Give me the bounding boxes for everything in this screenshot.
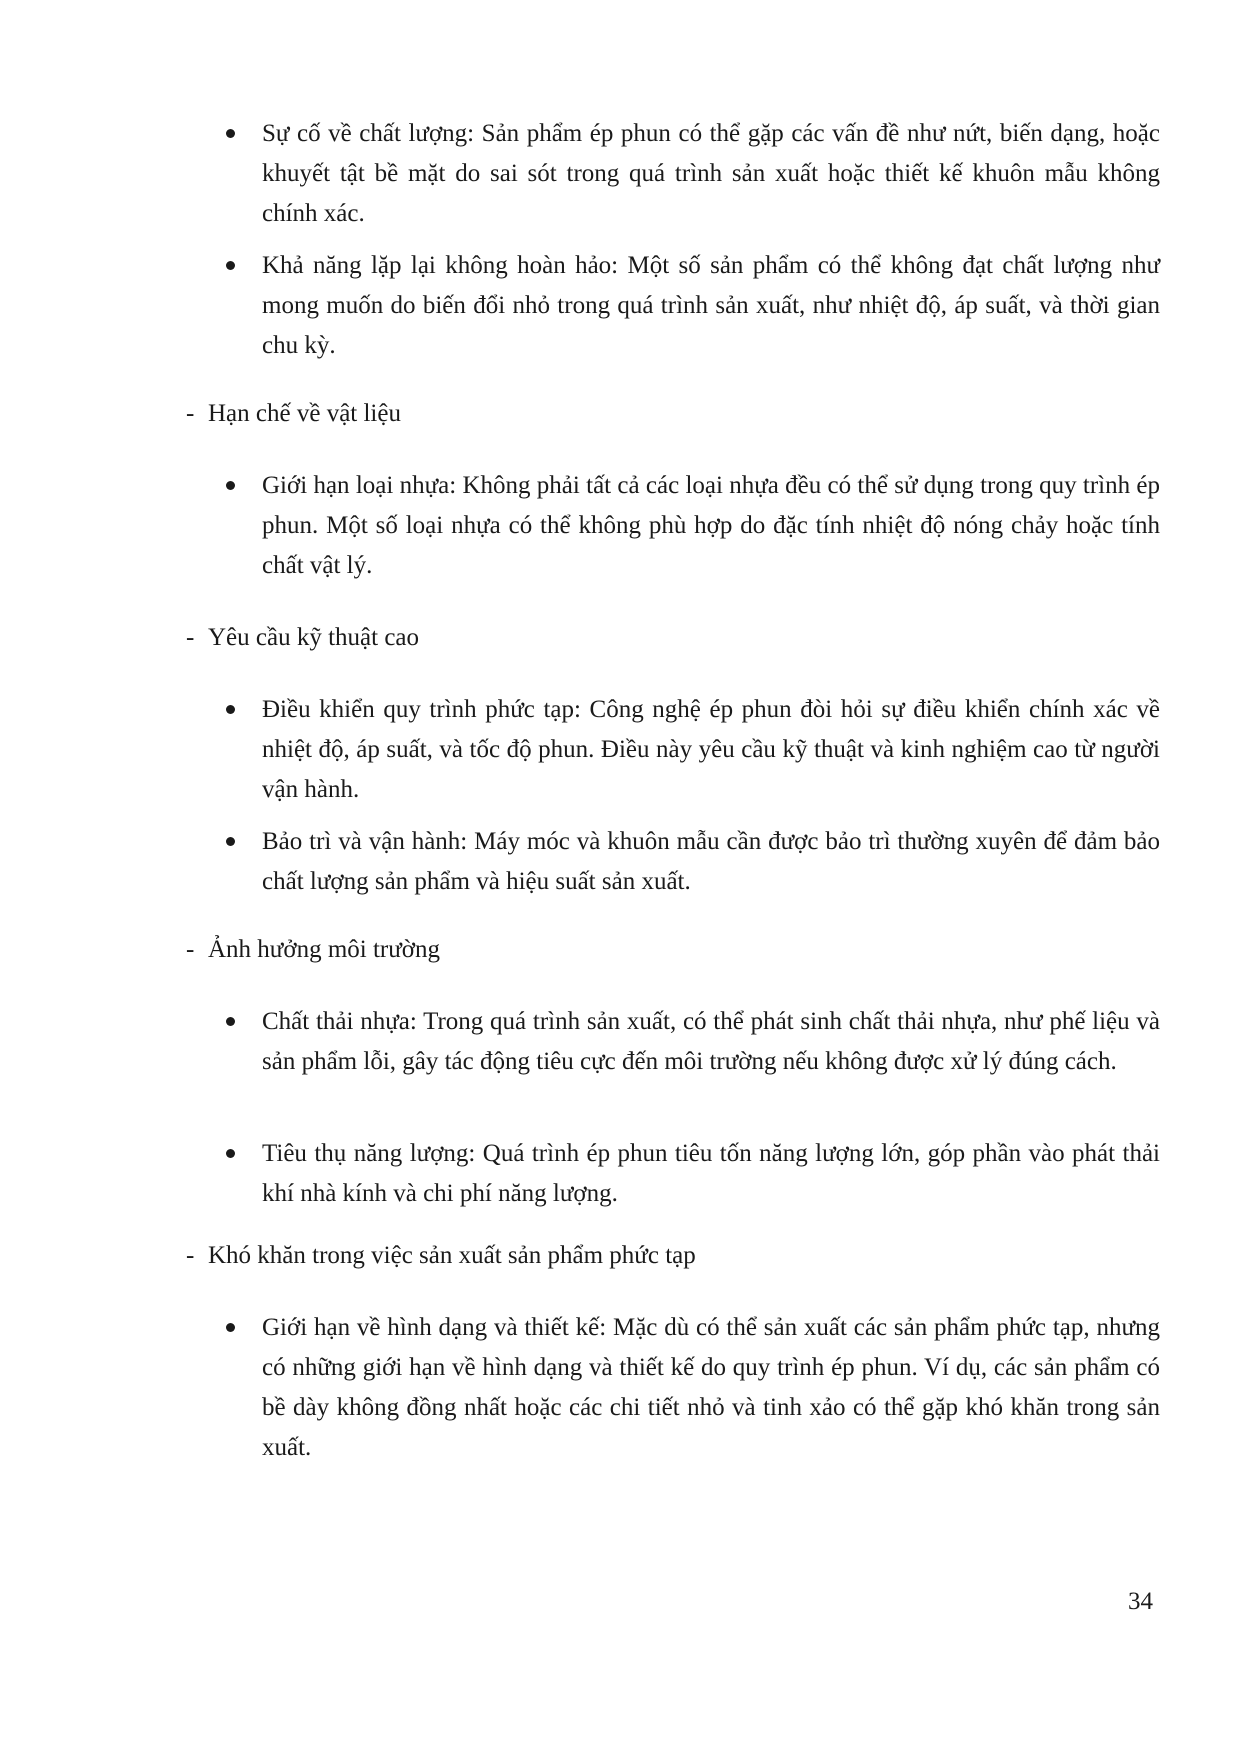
heading-text: Ảnh hưởng môi trường <box>208 936 441 963</box>
dash-marker: - <box>186 1242 195 1269</box>
section-heading-complex <box>186 1236 696 1276</box>
bullet-icon <box>226 1149 235 1158</box>
dash-marker: - <box>186 400 195 427</box>
bullet-process-control <box>262 690 1160 810</box>
bullet-text: Điều khiển quy trình phức tạp: Công nghệ ép phun đòi hỏi sự điều khiển chính xác về nhiệt độ, áp suất, và tốc độ phun. Điều này yêu cầu kỹ thuật và kinh nghiệm cao từ người vận hành. <box>262 696 1160 803</box>
bullet-text: Giới hạn loại nhựa: Không phải tất cả các loại nhựa đều có thể sử dụng trong quy trình ép phun. Một số loại nhựa có thể không phù hợp do đặc tính nhiệt độ nóng chảy hoặc tính chất vật lý. <box>262 472 1160 579</box>
bullet-icon <box>226 1017 235 1026</box>
bullet-repeatability <box>262 246 1160 366</box>
bullet-shape-design <box>262 1308 1160 1468</box>
bullet-icon <box>226 1323 235 1332</box>
heading-text: Khó khăn trong việc sản xuất sản phẩm phức tạp <box>208 1242 696 1269</box>
bullet-icon <box>226 837 235 846</box>
bullet-text: Giới hạn về hình dạng và thiết kế: Mặc dù có thể sản xuất các sản phẩm phức tạp, nhưng có những giới hạn về hình dạng và thiết kế do quy trình ép phun. Ví dụ, các sản phẩm có bề dày không đồng nhất hoặc các chi tiết nhỏ và tinh xảo có thể gặp khó khăn trong sản xuất. <box>262 1314 1160 1461</box>
bullet-quality-issues <box>262 114 1160 234</box>
bullet-text: Sự cố về chất lượng: Sản phẩm ép phun có thể gặp các vấn đề như nứt, biến dạng, hoặc khuyết tật bề mặt do sai sót trong quá trình sản xuất hoặc thiết kế khuôn mẫu không chính xác. <box>262 120 1160 227</box>
bullet-icon <box>226 129 235 138</box>
bullet-icon <box>226 261 235 270</box>
bullet-maintenance <box>262 822 1160 902</box>
section-heading-technical <box>186 618 419 658</box>
bullet-energy-consumption <box>262 1134 1160 1214</box>
heading-text: Yêu cầu kỹ thuật cao <box>208 624 420 651</box>
dash-marker: - <box>186 624 195 651</box>
section-heading-environment <box>186 930 440 970</box>
bullet-text: Tiêu thụ năng lượng: Quá trình ép phun tiêu tốn năng lượng lớn, góp phần vào phát thải khí nhà kính và chi phí năng lượng. <box>262 1140 1160 1207</box>
bullet-icon <box>226 705 235 714</box>
page-number: 34 <box>1128 1588 1153 1615</box>
bullet-text: Bảo trì và vận hành: Máy móc và khuôn mẫu cần được bảo trì thường xuyên để đảm bảo chất lượng sản phẩm và hiệu suất sản xuất. <box>262 828 1160 895</box>
dash-marker: - <box>186 936 195 963</box>
heading-text: Hạn chế về vật liệu <box>208 400 401 427</box>
bullet-plastic-types <box>262 466 1160 586</box>
bullet-text: Khả năng lặp lại không hoàn hảo: Một số sản phẩm có thể không đạt chất lượng như mong muốn do biến đổi nhỏ trong quá trình sản xuất, như nhiệt độ, áp suất, và thời gian chu kỳ. <box>262 252 1160 359</box>
bullet-icon <box>226 481 235 490</box>
bullet-plastic-waste <box>262 1002 1160 1082</box>
bullet-text: Chất thải nhựa: Trong quá trình sản xuất, có thể phát sinh chất thải nhựa, như phế liệu và sản phẩm lỗi, gây tác động tiêu cực đến môi trường nếu không được xử lý đúng cách. <box>262 1008 1160 1075</box>
section-heading-material <box>186 394 401 434</box>
